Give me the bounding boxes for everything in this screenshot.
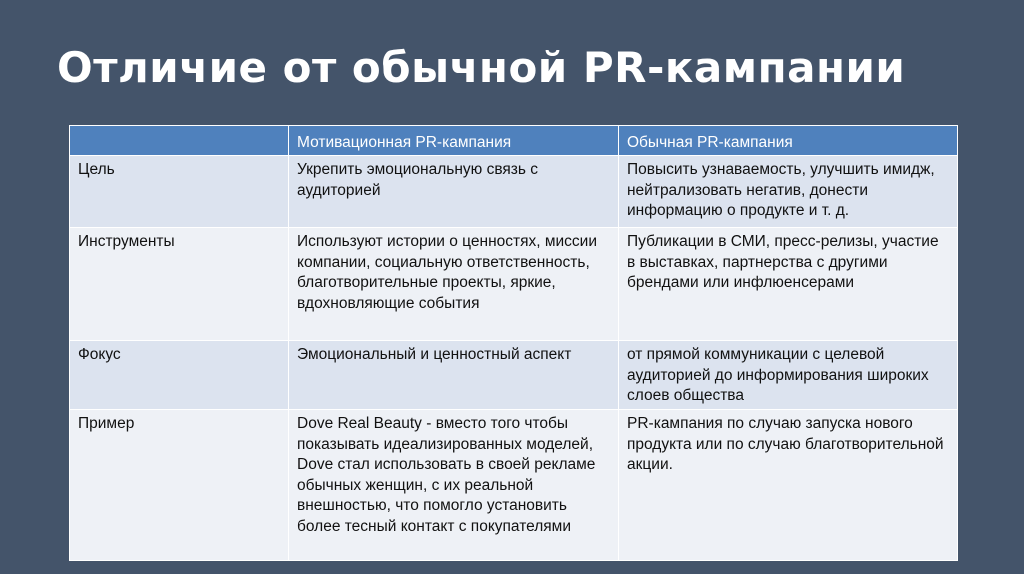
header-regular: Обычная PR-кампания [619,126,958,156]
table-row-example [70,410,958,561]
cell-regular: от прямой коммуникации с целевой аудиторией до информирования широких слоев общества [619,341,958,410]
cell-motivational: Dove Real Beauty - вместо того чтобы показывать идеализированных моделей, Dove стал использовать в своей рекламе обычных женщин, с их реальной внешностью, что помогло установить более тесный контакт с покупателями [289,410,619,561]
page-title: Отличие от обычной PR-кампании [57,43,906,92]
cell-regular: PR-кампания по случаю запуска нового продукта или по случаю благотворительной акции. [619,410,958,561]
cell-motivational: Укрепить эмоциональную связь с аудиторией [289,156,619,228]
header-motivational: Мотивационная PR-кампания [289,126,619,156]
table-row-tools [70,228,958,341]
row-label: Инструменты [70,228,289,341]
table-row-focus [70,341,958,410]
cell-motivational: Используют истории о ценностях, миссии компании, социальную ответственность, благотворительные проекты, яркие, вдохновляющие события [289,228,619,341]
table-row-goal [70,156,958,228]
cell-regular: Публикации в СМИ, пресс-релизы, участие в выставках, партнерства с другими брендами или инфлюенсерами [619,228,958,341]
row-label: Фокус [70,341,289,410]
header-empty-cell [70,126,289,156]
cell-regular: Повысить узнаваемость, улучшить имидж, нейтрализовать негатив, донести информацию о продукте и т. д. [619,156,958,228]
row-label: Цель [70,156,289,228]
cell-motivational: Эмоциональный и ценностный аспект [289,341,619,410]
comparison-table [69,125,958,561]
row-label: Пример [70,410,289,561]
table-header-row [70,126,958,156]
